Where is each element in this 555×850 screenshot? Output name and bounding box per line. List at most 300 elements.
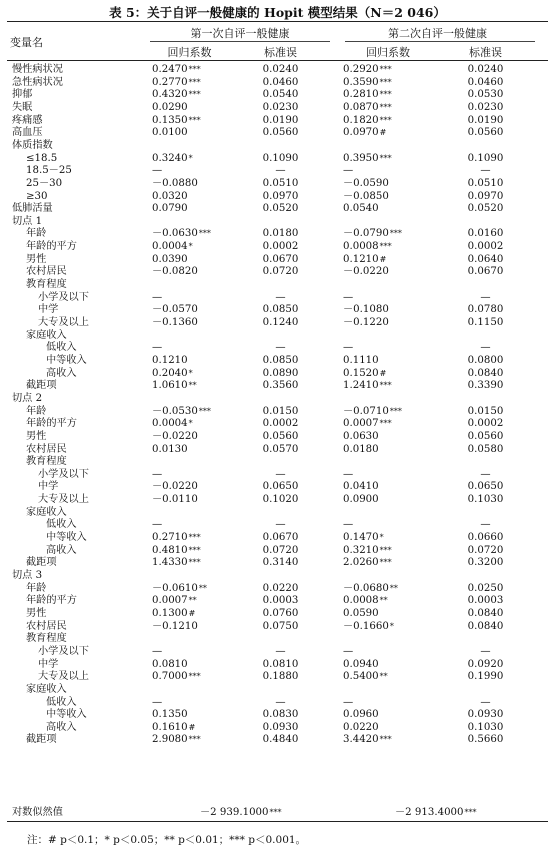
table-row (0, 430, 555, 443)
coef-cell-1 (152, 506, 227, 519)
coef-cell-1: — (152, 696, 163, 708)
coef-cell-1: — (152, 165, 163, 177)
table-row (0, 278, 555, 291)
row-label: 教育程度 (26, 456, 67, 468)
se-cell-2: 0.0230 (467, 101, 504, 113)
row-label: 男性 (26, 607, 47, 619)
se-cell-1: 0.0230 (262, 101, 299, 113)
table-row (0, 569, 555, 582)
coef-cell-2 (343, 683, 423, 696)
coef-cell-2 (343, 139, 423, 152)
se-cell-2: 0.0650 (467, 481, 504, 493)
se-cell-2: — (480, 165, 491, 177)
coef-cell-2: 0.0970# (343, 127, 387, 139)
se-cell-2: 0.1990 (467, 671, 504, 683)
se-cell-1: 0.4840 (262, 734, 299, 746)
row-label: 农村居民 (26, 266, 67, 278)
coef-cell-2 (343, 329, 423, 342)
coef-cell-2: 0.0007*** (343, 418, 392, 430)
table-row (0, 607, 555, 620)
row-label: 年龄 (26, 582, 47, 594)
coef-cell-2: — (343, 468, 354, 480)
se-cell-1: 0.0220 (262, 582, 299, 594)
coef-cell-2: 0.0630 (343, 430, 379, 442)
se-cell-1: — (275, 342, 286, 354)
se-cell-1: 0.0240 (262, 64, 299, 75)
se-cell-1: — (275, 291, 286, 303)
table-row (0, 177, 555, 190)
se-cell-1: 0.3140 (262, 557, 299, 569)
table-row (0, 101, 555, 114)
row-label: 家庭收入 (26, 329, 67, 341)
se-cell-2: 0.0190 (467, 114, 504, 126)
coef-cell-1: 0.1350*** (152, 114, 201, 126)
coef-cell-1: 0.3240* (152, 152, 193, 164)
row-label: 年龄的平方 (26, 241, 77, 253)
table-row (0, 455, 555, 468)
row-label: 急性病状况 (12, 76, 63, 88)
coef-cell-1: 0.2470*** (152, 64, 201, 75)
row-label: 小学及以下 (38, 291, 89, 303)
row-label: 体质指数 (12, 139, 53, 151)
table-row (0, 506, 555, 519)
se-cell-2: — (480, 645, 491, 657)
table-row (0, 227, 555, 240)
col-header-coef-2: 回归系数 (366, 46, 410, 59)
se-cell-2: 0.0250 (467, 582, 504, 594)
coef-cell-2: — (343, 342, 354, 354)
coef-cell-2: 0.0960 (343, 709, 379, 721)
table-row (0, 303, 555, 316)
coef-cell-2: 1.2410*** (343, 380, 392, 392)
se-cell-1: 0.0510 (262, 177, 299, 189)
coef-cell-1: 0.0004* (152, 418, 193, 430)
coef-cell-1: 0.1300# (152, 607, 196, 619)
table-row (0, 632, 555, 645)
row-label: 18.5－25 (26, 165, 72, 177)
row-label: 农村居民 (26, 620, 67, 632)
row-label: 小学及以下 (38, 645, 89, 657)
se-cell-1: 0.0190 (262, 114, 299, 126)
table-row (0, 139, 555, 152)
se-cell-2: 0.0002 (467, 241, 504, 253)
se-cell-1: 0.0560 (262, 127, 299, 139)
loglik-label: 对数似然值 (12, 807, 63, 818)
coef-cell-2: 0.0008*** (343, 241, 392, 253)
table-row (0, 164, 555, 177)
se-cell-2: 0.0640 (467, 253, 504, 265)
row-label: 切点 2 (12, 392, 43, 404)
se-cell-2: 0.0510 (467, 177, 504, 189)
table-row (0, 683, 555, 696)
table-row (0, 215, 555, 228)
se-cell-2: 0.0580 (467, 443, 504, 455)
row-label: 高收入 (46, 367, 77, 379)
se-cell-1: 0.0720 (262, 266, 299, 278)
table-row (0, 202, 555, 215)
se-cell-1: 0.0150 (262, 405, 299, 417)
coef-cell-2: 0.3950*** (343, 152, 392, 164)
row-label: 年龄的平方 (26, 418, 77, 430)
row-label: 年龄 (26, 405, 47, 417)
coef-cell-2: 0.1470* (343, 532, 384, 544)
se-cell-2: 0.0560 (467, 430, 504, 442)
coef-cell-2: 0.0940 (343, 658, 379, 670)
table-row (0, 405, 555, 418)
header-rule (7, 60, 548, 61)
coef-cell-1: －0.0880 (152, 177, 198, 189)
group-rule-first (150, 41, 330, 42)
table-row (0, 63, 555, 76)
row-label: 家庭收入 (26, 683, 67, 695)
coef-cell-2: 0.0180 (343, 443, 379, 455)
se-cell-1: 0.1880 (262, 671, 299, 683)
se-cell-1: — (275, 645, 286, 657)
coef-cell-1: 2.9080*** (152, 734, 201, 746)
coef-cell-2 (343, 455, 423, 468)
table-row (0, 594, 555, 607)
table-row (0, 76, 555, 89)
row-label: 抑郁 (12, 89, 33, 101)
se-cell-2: 0.0002 (467, 418, 504, 430)
table-row (0, 114, 555, 127)
row-label: 中等收入 (46, 354, 87, 366)
se-cell-1: 0.3560 (262, 380, 299, 392)
table-row (0, 670, 555, 683)
coef-cell-2: －0.0790*** (343, 228, 402, 240)
coef-cell-1 (152, 215, 227, 228)
coef-cell-1 (152, 455, 227, 468)
coef-cell-1: 0.0290 (152, 101, 188, 113)
row-label: 家庭收入 (26, 506, 67, 518)
se-cell-1: 0.0810 (262, 658, 299, 670)
se-cell-2: 0.0560 (467, 127, 504, 139)
row-label: 低收入 (46, 342, 77, 354)
table-row (0, 620, 555, 633)
coef-cell-2: 0.0540 (343, 203, 379, 215)
coef-cell-1 (152, 683, 227, 696)
coef-cell-1: 0.0790 (152, 203, 188, 215)
se-cell-2: 0.0800 (467, 354, 504, 366)
row-label: 低收入 (46, 519, 77, 531)
table-row (0, 645, 555, 658)
se-cell-1: 0.0830 (262, 709, 299, 721)
table-row (0, 253, 555, 266)
table-row (0, 443, 555, 456)
row-label: 男性 (26, 430, 47, 442)
coef-cell-1: — (152, 468, 163, 480)
coef-cell-1: — (152, 519, 163, 531)
coef-cell-1 (152, 329, 227, 342)
se-cell-2: 0.0970 (467, 190, 504, 202)
coef-cell-2: 0.3210*** (343, 544, 392, 556)
table-row (0, 544, 555, 557)
coef-cell-1: －0.0570 (152, 304, 198, 316)
se-cell-2: 0.0460 (467, 76, 504, 88)
coef-cell-2 (343, 569, 423, 582)
coef-cell-2: －0.0590 (343, 177, 389, 189)
table-note: 注：# p＜0.1；* p＜0.05；** p＜0.01；*** p＜0.001。 (27, 834, 307, 846)
coef-cell-2: 0.1520# (343, 367, 387, 379)
se-cell-2: 0.0530 (467, 89, 504, 101)
coef-cell-2: 3.4420*** (343, 734, 392, 746)
group-header-first: 第一次自评一般健康 (190, 27, 290, 40)
row-label: 大专及以上 (38, 317, 89, 328)
se-cell-1: 0.0560 (262, 430, 299, 442)
coef-cell-2: －0.0850 (343, 190, 389, 202)
coef-cell-2: 0.3590*** (343, 76, 392, 88)
row-label: 低肺活量 (12, 203, 53, 215)
coef-cell-2: －0.1220 (343, 317, 389, 328)
coef-cell-2: 0.2920*** (343, 64, 392, 75)
coef-cell-2 (343, 278, 423, 291)
row-label: 低收入 (46, 696, 77, 708)
se-cell-2: 0.1030 (467, 721, 504, 733)
se-cell-2: 0.1030 (467, 494, 504, 506)
se-cell-2: 0.0780 (467, 304, 504, 316)
table-row (0, 379, 555, 392)
col-header-se-1: 标准误 (264, 46, 297, 59)
coef-cell-1 (152, 569, 227, 582)
se-cell-2: — (480, 696, 491, 708)
se-cell-2: — (480, 519, 491, 531)
row-label: 小学及以下 (38, 468, 89, 480)
row-label: 中学 (38, 481, 59, 493)
coef-cell-2: －0.1660* (343, 620, 394, 632)
top-rule (7, 21, 548, 22)
coef-cell-1 (152, 632, 227, 645)
table-row (0, 190, 555, 203)
se-cell-2: 0.0720 (467, 544, 504, 556)
se-cell-1: 0.0002 (262, 241, 299, 253)
row-label: 农村居民 (26, 443, 67, 455)
coef-cell-1: 0.0004* (152, 241, 193, 253)
coef-cell-1: 0.4810*** (152, 544, 201, 556)
table-row (0, 240, 555, 253)
se-cell-1: 0.0670 (262, 253, 299, 265)
se-cell-2: 0.0240 (467, 64, 504, 75)
se-cell-1: 0.0002 (262, 418, 299, 430)
se-cell-1: 0.0540 (262, 89, 299, 101)
table-row (0, 480, 555, 493)
se-cell-1: 0.0890 (262, 367, 299, 379)
coef-cell-2: 0.0410 (343, 481, 379, 493)
coef-cell-1: 1.4330*** (152, 557, 201, 569)
table-row (0, 468, 555, 481)
table-title: 表 5：关于自评一般健康的 Hopit 模型结果（N＝2 046） (109, 5, 446, 20)
row-label: 切点 1 (12, 215, 43, 227)
se-cell-1: 0.0520 (262, 203, 299, 215)
table-row (0, 518, 555, 531)
se-cell-1: 0.0760 (262, 607, 299, 619)
coef-cell-2: －0.0710*** (343, 405, 402, 417)
row-label: 高收入 (46, 544, 77, 556)
table-row (0, 265, 555, 278)
table-row (0, 354, 555, 367)
se-cell-2: 0.0840 (467, 367, 504, 379)
se-cell-1: — (275, 468, 286, 480)
coef-cell-1: 0.2040* (152, 367, 193, 379)
coef-cell-1 (152, 139, 227, 152)
coef-cell-2 (343, 215, 423, 228)
coef-cell-2: — (343, 645, 354, 657)
se-cell-2: 0.0003 (467, 595, 504, 607)
se-cell-2: 0.0840 (467, 607, 504, 619)
table-row (0, 291, 555, 304)
row-label: 中等收入 (46, 532, 87, 544)
coef-cell-2: 0.0590 (343, 607, 379, 619)
se-cell-2: 0.1150 (467, 317, 504, 328)
se-cell-1: 0.0720 (262, 544, 299, 556)
loglik-value-1: －2 939.1000*** (200, 807, 282, 818)
table-row (0, 721, 555, 734)
table-row (0, 126, 555, 139)
coef-cell-1: －0.1360 (152, 317, 198, 328)
se-cell-2: — (480, 342, 491, 354)
row-label: 截距项 (26, 734, 57, 746)
coef-cell-1: 0.0320 (152, 190, 188, 202)
se-cell-1: 0.0003 (262, 595, 299, 607)
row-label: 失眠 (12, 101, 33, 113)
row-label: 中学 (38, 658, 59, 670)
table-row (0, 88, 555, 101)
group-rule-second (345, 41, 535, 42)
se-cell-1: 0.0750 (262, 620, 299, 632)
se-cell-2: 0.3390 (467, 380, 504, 392)
coef-cell-1: －0.0110 (152, 494, 198, 506)
coef-cell-1: 0.0390 (152, 253, 188, 265)
coef-cell-2: －0.0680** (343, 582, 398, 594)
col-header-se-2: 标准误 (469, 46, 502, 59)
coef-cell-1: 0.0810 (152, 658, 188, 670)
coef-cell-1: 0.0100 (152, 127, 188, 139)
coef-cell-2: — (343, 519, 354, 531)
coef-cell-1: －0.0820 (152, 266, 198, 278)
row-label: 截距项 (26, 557, 57, 569)
coef-cell-1 (152, 392, 227, 405)
row-label: 中等收入 (46, 709, 87, 721)
se-cell-2: 0.0160 (467, 228, 504, 240)
table-row (0, 493, 555, 506)
coef-cell-1: 0.4320*** (152, 89, 201, 101)
coef-cell-2: －0.0220 (343, 266, 389, 278)
row-label: 切点 3 (12, 570, 43, 581)
coef-cell-2: 0.2810*** (343, 89, 392, 101)
coef-cell-2: －0.1080 (343, 304, 389, 316)
row-label: ≤18.5 (26, 152, 58, 164)
table-row (0, 341, 555, 354)
row-label: 慢性病状况 (12, 64, 63, 75)
table-row (0, 658, 555, 671)
loglik-value-2: －2 913.4000*** (395, 807, 477, 818)
table-row (0, 708, 555, 721)
row-label: 高血压 (12, 127, 43, 139)
coef-cell-1: 0.0130 (152, 443, 188, 455)
table-row (0, 329, 555, 342)
se-cell-1: 0.0650 (262, 481, 299, 493)
coef-cell-1: －0.0630*** (152, 228, 211, 240)
loglik-row (0, 806, 555, 819)
coef-cell-1: 0.1210 (152, 354, 188, 366)
row-label: 中学 (38, 304, 59, 316)
coef-cell-1: －0.0220 (152, 430, 198, 442)
se-cell-2: 0.0150 (467, 405, 504, 417)
coef-cell-2: 0.0870*** (343, 101, 392, 113)
coef-cell-1: 0.1610# (152, 721, 196, 733)
row-label: 年龄的平方 (26, 595, 77, 607)
coef-cell-1: — (152, 291, 163, 303)
coef-cell-1: 1.0610** (152, 380, 197, 392)
coef-cell-1: — (152, 645, 163, 657)
se-cell-1: — (275, 519, 286, 531)
bottom-rule (7, 821, 548, 822)
coef-cell-2: — (343, 291, 354, 303)
row-label: 高收入 (46, 721, 77, 733)
coef-cell-2: 0.0900 (343, 494, 379, 506)
coef-cell-2 (343, 632, 423, 645)
coef-cell-1: －0.0530*** (152, 405, 211, 417)
coef-cell-2: — (343, 165, 354, 177)
se-cell-1: — (275, 696, 286, 708)
table-row (0, 531, 555, 544)
coef-cell-2: 0.1110 (343, 354, 379, 366)
se-cell-1: 0.0570 (262, 443, 299, 455)
se-cell-1: 0.0180 (262, 228, 299, 240)
se-cell-1: 0.0970 (262, 190, 299, 202)
row-label: 教育程度 (26, 279, 67, 291)
coef-cell-1: 0.1350 (152, 709, 188, 721)
row-label: 教育程度 (26, 633, 67, 645)
row-label: 年龄 (26, 228, 47, 240)
se-cell-1: 0.1020 (262, 494, 299, 506)
coef-cell-2: 0.1210# (343, 253, 387, 265)
coef-cell-2: — (343, 696, 354, 708)
se-cell-2: 0.0930 (467, 709, 504, 721)
coef-cell-2 (343, 506, 423, 519)
table-row (0, 152, 555, 165)
se-cell-1: 0.0850 (262, 304, 299, 316)
se-cell-1: — (275, 165, 286, 177)
table-row (0, 733, 555, 746)
coef-cell-2: 0.1820*** (343, 114, 392, 126)
coef-cell-1: — (152, 342, 163, 354)
row-label: 大专及以上 (38, 671, 89, 683)
coef-cell-2 (343, 392, 423, 405)
coef-cell-1: 0.2770*** (152, 76, 201, 88)
coef-cell-2: 2.0260*** (343, 557, 392, 569)
coef-cell-1: －0.1210 (152, 620, 198, 632)
row-label: 疼痛感 (12, 114, 43, 126)
table-row (0, 392, 555, 405)
row-label: 大专及以上 (38, 494, 89, 506)
coef-cell-1: 0.2710*** (152, 532, 201, 544)
se-cell-2: 0.0520 (467, 203, 504, 215)
row-label: 男性 (26, 253, 47, 265)
se-cell-2: 0.3200 (467, 557, 504, 569)
se-cell-1: 0.1090 (262, 152, 299, 164)
row-label: 截距项 (26, 380, 57, 392)
se-cell-1: 0.0670 (262, 532, 299, 544)
se-cell-2: 0.1090 (467, 152, 504, 164)
table-row (0, 582, 555, 595)
row-label: 25－30 (26, 177, 63, 189)
table-row (0, 316, 555, 329)
variable-header: 变量名 (10, 36, 43, 49)
coef-cell-2: 0.0008** (343, 595, 388, 607)
se-cell-2: 0.0920 (467, 658, 504, 670)
coef-cell-2: 0.0220 (343, 721, 379, 733)
se-cell-2: 0.5660 (467, 734, 504, 746)
